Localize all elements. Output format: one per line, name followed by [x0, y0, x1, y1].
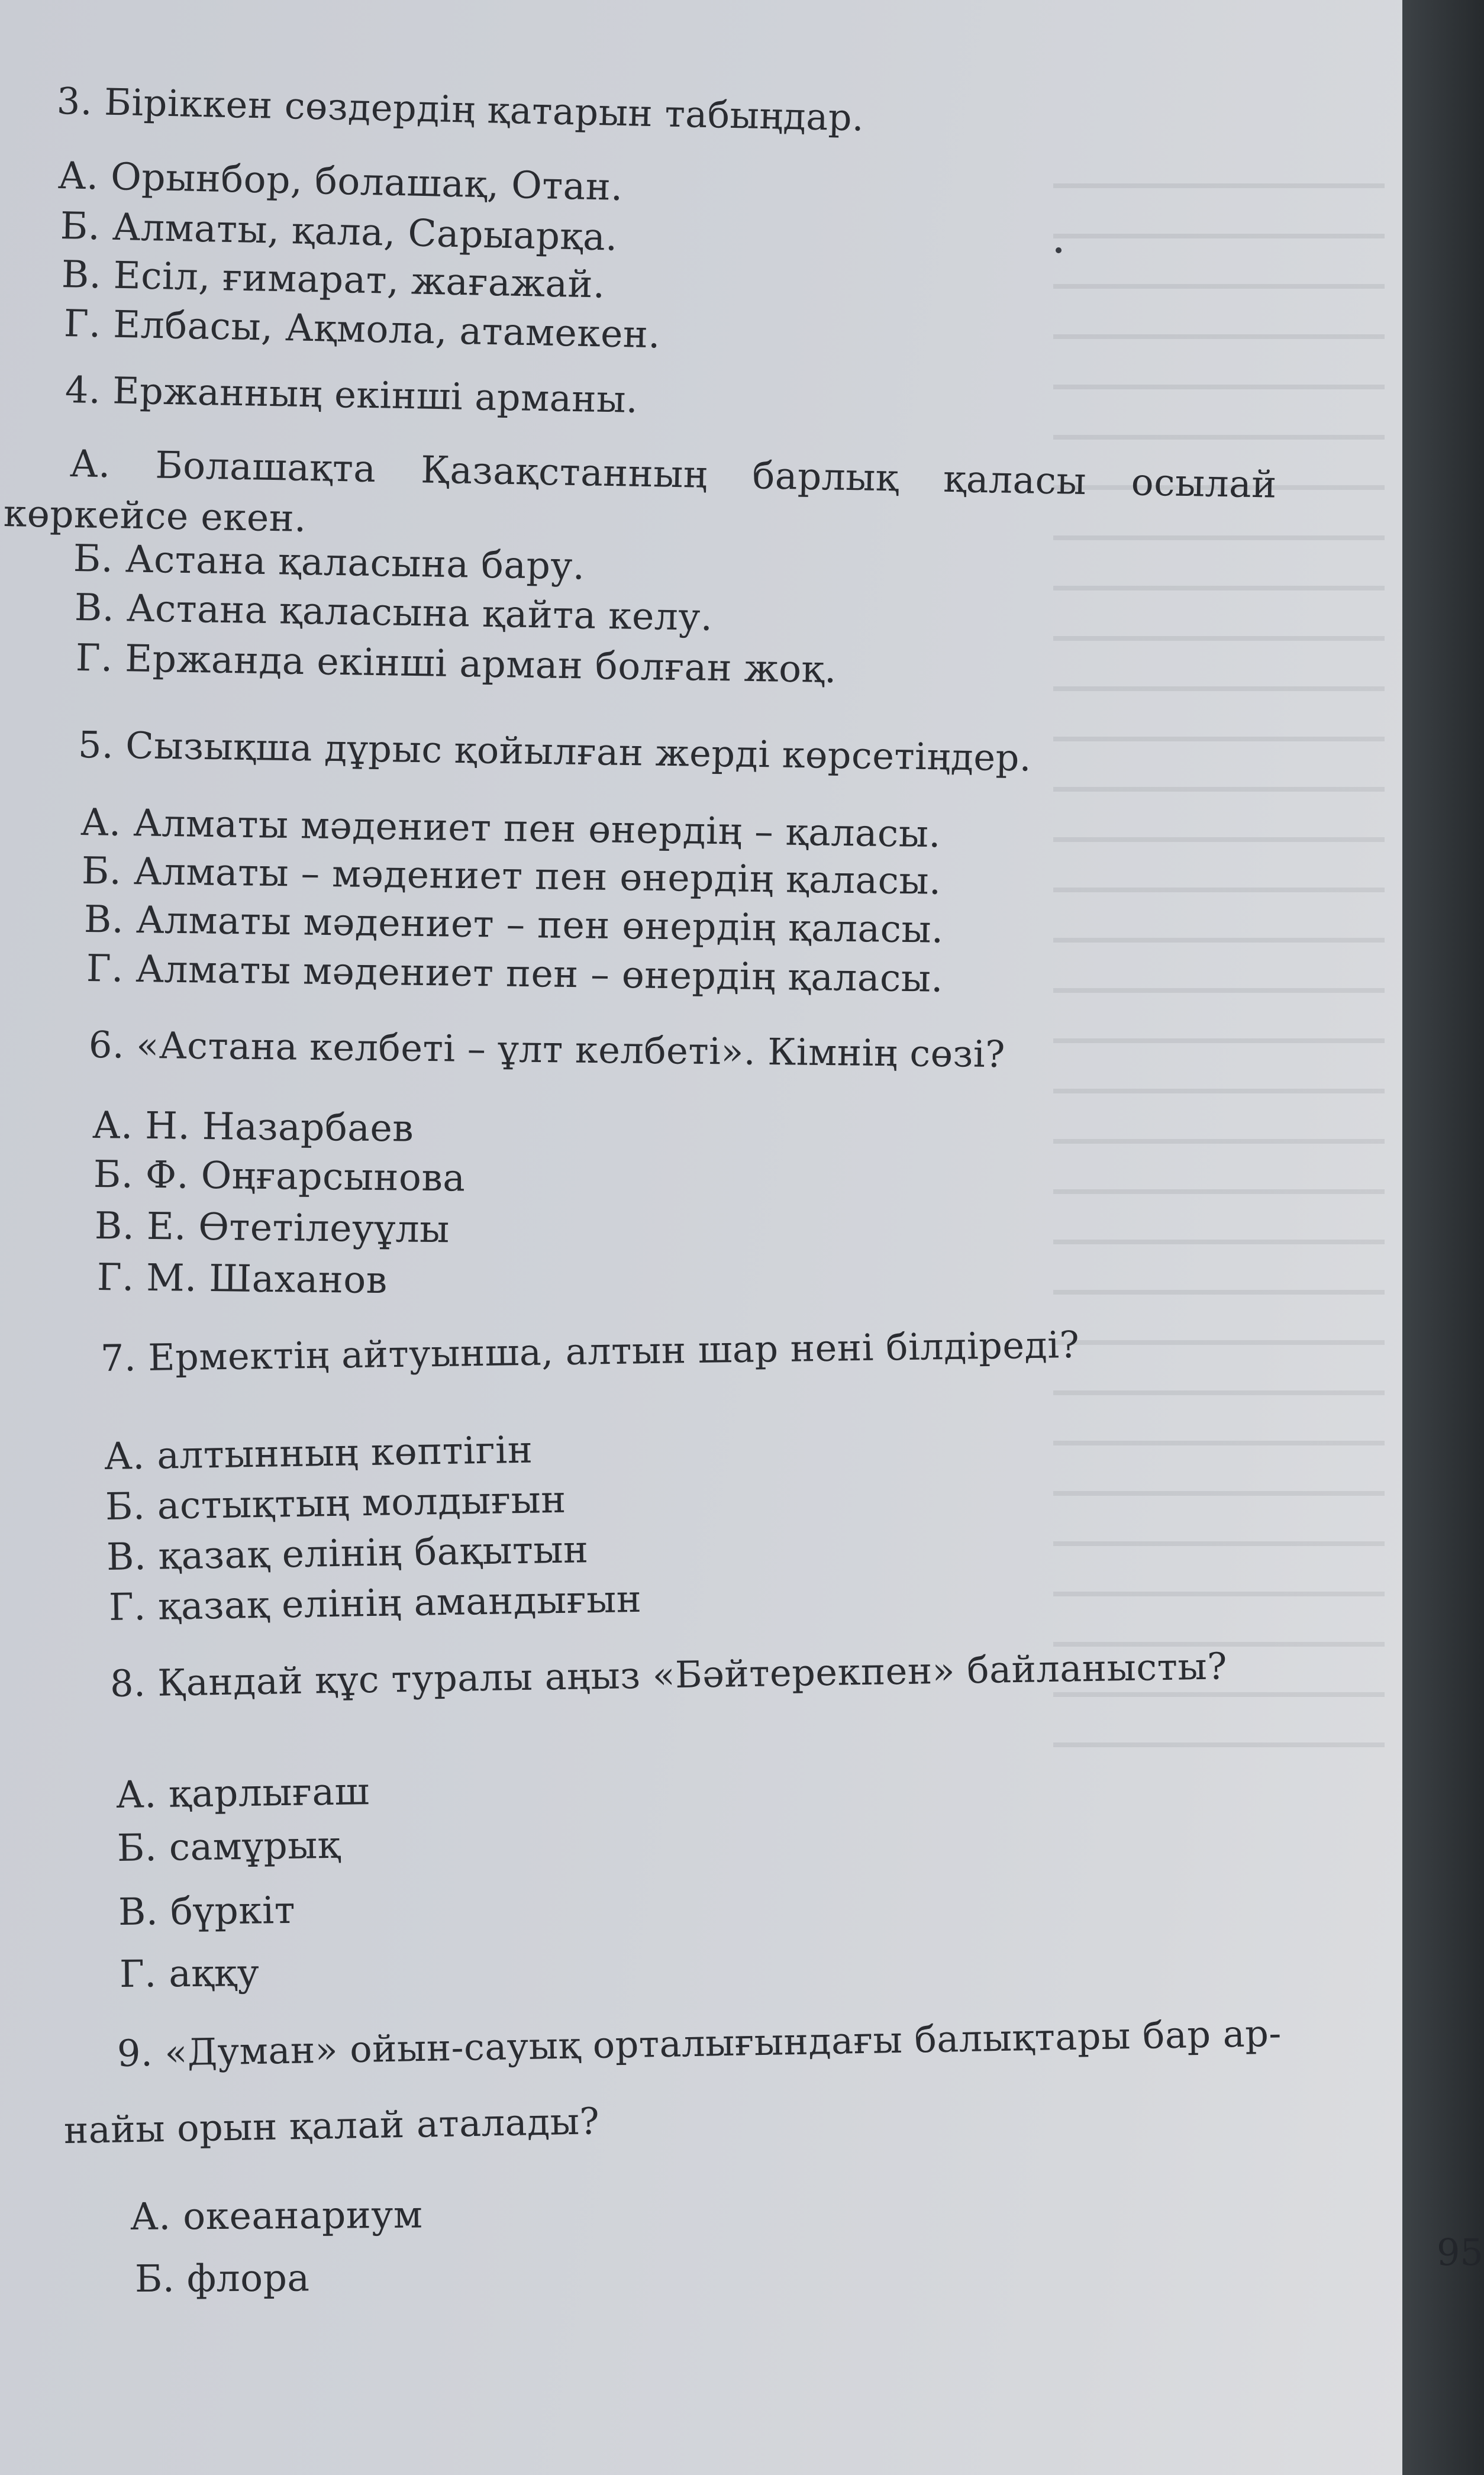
question-8-option-d: Г. аққу	[119, 1951, 260, 1996]
option-a-word: қаласы	[943, 457, 1087, 503]
question-6-option-d: Г. М. Шаханов	[96, 1256, 388, 1302]
show-through-text	[1053, 154, 1385, 1751]
page-edge-shadow	[1402, 0, 1484, 2475]
question-3-option-c: В. Есіл, ғимарат, жағажай.	[61, 253, 606, 306]
question-8-option-a: А. қарлығаш	[115, 1770, 370, 1816]
option-a-word: Болашақта	[154, 443, 377, 491]
question-3-option-a: А. Орынбор, болашақ, Отан.	[57, 154, 624, 209]
question-5-option-d: Г. Алматы мәдениет пен – өнердің қаласы.	[86, 947, 944, 1001]
question-6: 6. «Астана келбеті – ұлт келбеті». Кімнің сөзі?	[88, 1023, 1006, 1076]
question-9-line-1: 9. «Думан» ойын-сауық орталығындағы балықтары бар ар-	[117, 2011, 1282, 2075]
question-5: 5. Сызықша дұрыс қойылған жерді көрсетіңдер.	[78, 723, 1032, 780]
question-7-option-b: Б. астықтың молдығын	[105, 1477, 567, 1528]
question-7-option-d: Г. қазақ елінің амандығын	[108, 1577, 642, 1629]
question-4-option-b: Б. Астана қаласына бару.	[73, 537, 586, 588]
option-a-word: барлық	[751, 454, 899, 500]
question-7-option-a: А. алтынның көптігін	[104, 1428, 533, 1478]
question-6-option-b: Б. Ф. Оңғарсынова	[93, 1153, 466, 1200]
question-5-option-c: В. Алматы мәдениет – пен өнердің қаласы.	[83, 898, 944, 951]
option-a-word: А.	[69, 442, 111, 486]
option-a-word: Қазақстанның	[420, 448, 708, 496]
question-7-option-c: В. қазақ елінің бақытын	[106, 1528, 589, 1579]
question-7: 7. Ермектің айтуынша, алтын шар нені білдіреді?	[100, 1322, 1080, 1380]
question-6-option-a: А. Н. Назарбаев	[92, 1103, 414, 1150]
option-a-word: осылай	[1131, 460, 1277, 506]
question-4-option-c: В. Астана қаласына қайта келу.	[74, 586, 714, 639]
question-4-option-d: Г. Ержанда екінші арман болған жоқ.	[75, 636, 837, 692]
question-8-option-c: В. бүркіт	[118, 1888, 296, 1934]
question-8-option-b: Б. самұрық	[117, 1823, 341, 1870]
question-3-option-d: Г. Елбасы, Ақмола, атамекен.	[63, 302, 661, 357]
question-5-option-b: Б. Алматы – мәдениет пен өнердің қаласы.	[81, 849, 941, 903]
question-5-option-a: А. Алматы мәдениет пен өнердің – қаласы.	[80, 801, 941, 856]
page-number: 95	[1437, 2231, 1483, 2274]
question-3: 3. Біріккен сөздердің қатарын табыңдар.	[56, 79, 864, 140]
question-3-option-b: Б. Алматы, қала, Сарыарқа.	[60, 204, 618, 259]
print-speck	[1056, 247, 1062, 253]
question-6-option-c: В. Е. Өтетілеуұлы	[94, 1204, 450, 1251]
question-9-option-a: А. океанариум	[130, 2193, 423, 2238]
question-9-option-b: Б. флора	[134, 2256, 310, 2300]
question-4-option-a-continued: көркейсе екен.	[3, 492, 307, 540]
question-4: 4. Ержанның екінші арманы.	[64, 368, 638, 421]
question-8: 8. Қандай құс туралы аңыз «Бәйтерекпен» байланысты?	[109, 1644, 1228, 1705]
question-9-line-2: найы орын қалай аталады?	[63, 2099, 600, 2152]
